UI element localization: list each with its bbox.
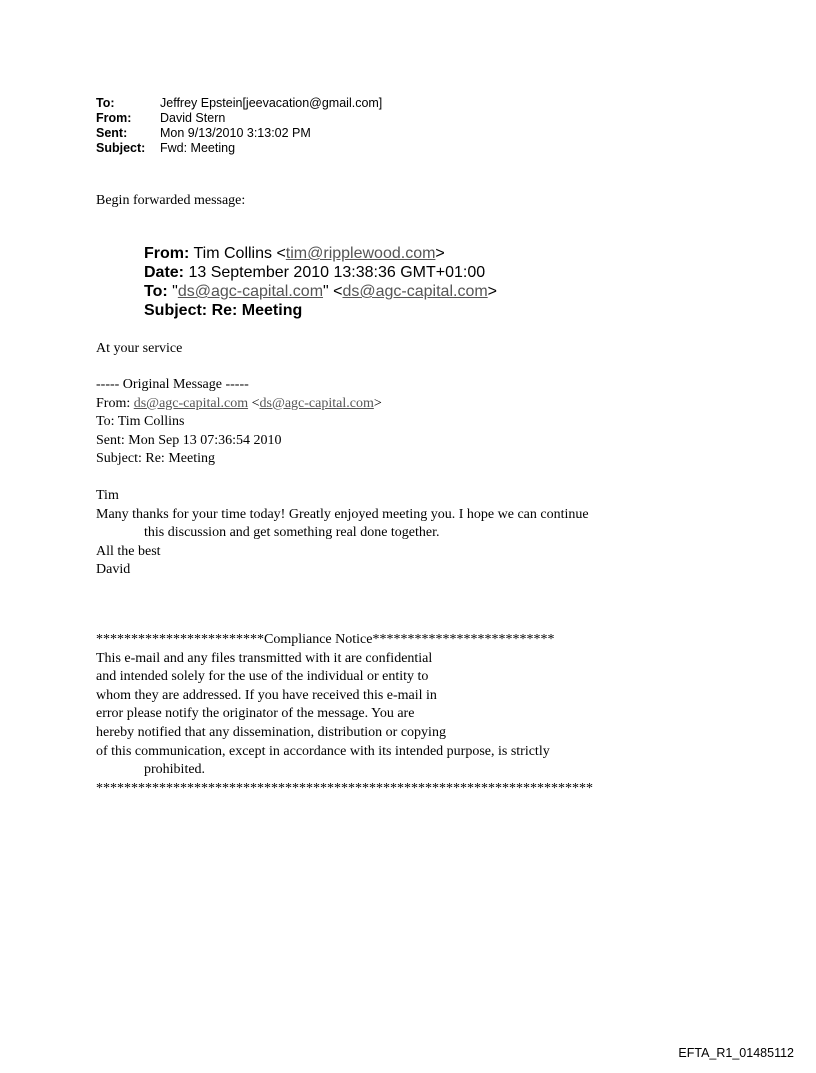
header-subject-row	[96, 141, 382, 156]
forwarded-subject-line	[144, 301, 497, 320]
forwarded-to-close: >	[487, 283, 498, 300]
header-subject-value: Fwd: Meeting	[160, 141, 236, 155]
compliance-end: ***********************************************************************	[96, 780, 593, 796]
message-signature: David	[96, 562, 131, 578]
message-line-1: Many thanks for your time today! Greatly enjoyed meeting you. I hope we can continue	[96, 506, 589, 522]
header-from-label: From:	[96, 111, 132, 125]
document-id: EFTA_R1_01485112	[678, 1046, 794, 1060]
original-from-close: >	[373, 395, 382, 411]
forwarded-to-label: To:	[144, 283, 168, 300]
compliance-title: ************************Compliance Notice**************************	[96, 632, 555, 647]
header-to-row	[96, 96, 382, 111]
original-from-prefix: From:	[96, 395, 134, 411]
original-subject-line: Subject: Re: Meeting	[96, 451, 215, 467]
compliance-line: This e-mail and any files transmitted with it are confidential	[96, 650, 433, 666]
original-sent-line: Sent: Mon Sep 13 07:36:54 2010	[96, 432, 282, 448]
forwarded-date-line	[144, 263, 497, 282]
forwarded-from-label: From:	[144, 245, 190, 262]
message-greeting: Tim	[96, 488, 119, 503]
header-to-value: Jeffrey Epstein[jeevacation@gmail.com]	[160, 96, 383, 110]
original-message-block	[96, 376, 382, 469]
forwarded-to-quote-close: " <	[323, 283, 343, 300]
header-subject-label: Subject:	[96, 141, 146, 155]
forwarded-to-email-link-2[interactable]: ds@agc-capital.com	[342, 283, 488, 300]
header-sent-label: Sent:	[96, 126, 128, 140]
forwarded-to-line	[144, 282, 497, 301]
forwarded-from-close: >	[435, 245, 445, 262]
forwarded-header	[144, 244, 497, 320]
original-to-line: To: Tim Collins	[96, 414, 185, 430]
forwarded-date-label: Date:	[144, 264, 185, 281]
header-from-value: David Stern	[160, 111, 226, 125]
compliance-notice	[96, 631, 593, 798]
forwarded-to-quote-open: "	[172, 283, 178, 300]
compliance-line: hereby notified that any dissemination, distribution or copying	[96, 724, 446, 740]
header-to-label: To:	[96, 96, 115, 110]
message-closing: All the best	[96, 543, 161, 559]
original-from-mid: <	[248, 395, 260, 411]
compliance-line: of this communication, except in accordance with its intended purpose, is strictly	[96, 743, 550, 759]
forwarded-date-value: 13 September 2010 13:38:36 GMT+01:00	[188, 264, 486, 281]
compliance-last-line: prohibited.	[144, 762, 206, 778]
forwarded-from-line	[144, 244, 497, 263]
forward-intro: Begin forwarded message:	[96, 193, 246, 208]
reply-body: At your service	[96, 341, 183, 356]
original-from-email-link-2[interactable]: ds@agc-capital.com	[259, 395, 374, 411]
original-from-email-link-1[interactable]: ds@agc-capital.com	[133, 395, 249, 411]
email-header	[96, 96, 382, 156]
header-from-row	[96, 111, 382, 126]
compliance-line: and intended solely for the use of the individual or entity to	[96, 669, 429, 685]
original-separator: ----- Original Message -----	[96, 377, 249, 392]
header-sent-row	[96, 126, 382, 141]
header-sent-value: Mon 9/13/2010 3:13:02 PM	[160, 126, 311, 140]
forwarded-to-email-link-1[interactable]: ds@agc-capital.com	[177, 283, 324, 300]
compliance-line: error please notify the originator of the message. You are	[96, 706, 415, 722]
forwarded-from-email-link[interactable]: tim@ripplewood.com	[285, 245, 436, 262]
original-from-line	[96, 395, 382, 414]
forwarded-subject: Subject: Re: Meeting	[144, 302, 303, 319]
compliance-line: whom they are addressed. If you have received this e-mail in	[96, 687, 437, 703]
message-body	[96, 487, 589, 580]
forwarded-from-name: Tim Collins <	[193, 245, 286, 262]
message-line-2: this discussion and get something real done together.	[144, 525, 440, 541]
